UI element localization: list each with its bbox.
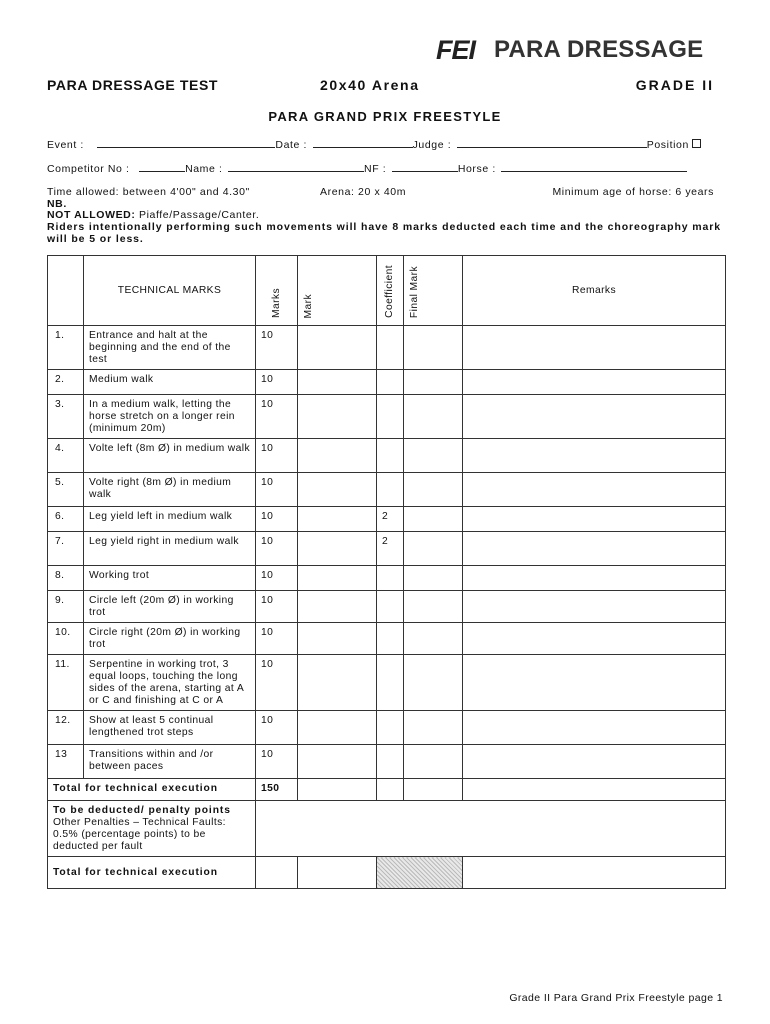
table-row: [48, 473, 726, 507]
fields-row-1: [47, 138, 701, 151]
row-final-mark[interactable]: [404, 473, 463, 507]
competitor-no-label: Competitor No :: [47, 163, 130, 175]
logo-text: PARA DRESSAGE: [494, 36, 704, 63]
total-label: Total for technical execution: [48, 779, 256, 801]
table-row: [48, 395, 726, 439]
table-row: [48, 745, 726, 779]
deduction-text: Other Penalties – Technical Faults: 0.5% (percentage points) to be deducted per fault: [53, 817, 226, 852]
row-remarks[interactable]: [463, 623, 726, 655]
row-max-marks: 10: [256, 532, 298, 566]
row-coefficient: [377, 326, 404, 370]
arena-info: Arena: 20 x 40m: [320, 186, 407, 198]
row-remarks[interactable]: [463, 326, 726, 370]
table-row: [48, 326, 726, 370]
row-movement: Volte left (8m Ø) in medium walk: [84, 439, 256, 473]
table-row: [48, 439, 726, 473]
row-number: 8.: [48, 566, 84, 591]
row-max-marks: 10: [256, 655, 298, 711]
row-number: 9.: [48, 591, 84, 623]
nb-label: NB.: [47, 198, 67, 210]
row-mark-input[interactable]: [298, 507, 377, 532]
scoring-table: [47, 255, 726, 889]
row-max-marks: 10: [256, 745, 298, 779]
row-number: 11.: [48, 655, 84, 711]
total-max: 150: [256, 779, 298, 801]
total-mark[interactable]: [298, 779, 377, 801]
row-movement: Leg yield right in medium walk: [84, 532, 256, 566]
row-mark-input[interactable]: [298, 745, 377, 779]
row-movement: In a medium walk, letting the horse stretch on a longer rein (minimum 20m): [84, 395, 256, 439]
position-checkbox[interactable]: [692, 139, 701, 148]
row-remarks[interactable]: [463, 532, 726, 566]
horse-field[interactable]: [501, 162, 687, 172]
row-number: 3.: [48, 395, 84, 439]
row-coefficient: [377, 655, 404, 711]
row-coefficient: [377, 711, 404, 745]
not-allowed-line: [47, 209, 259, 221]
row-final-mark[interactable]: [404, 532, 463, 566]
row-number: 2.: [48, 370, 84, 395]
row-final-mark[interactable]: [404, 370, 463, 395]
page-footer: Grade II Para Grand Prix Freestyle page 1: [509, 992, 723, 1004]
nf-field[interactable]: [392, 162, 458, 172]
table-header-row: [48, 256, 726, 326]
grade: GRADE II: [635, 77, 714, 93]
row-max-marks: 10: [256, 591, 298, 623]
header-remarks: Remarks: [463, 256, 726, 326]
row-final-mark[interactable]: [404, 591, 463, 623]
fei-logo-mark: FEI: [436, 35, 476, 65]
row-mark-input[interactable]: [298, 326, 377, 370]
final-total-shaded: [377, 857, 463, 889]
row-mark-input[interactable]: [298, 655, 377, 711]
row-movement: Show at least 5 continual lengthened trot steps: [84, 711, 256, 745]
row-remarks[interactable]: [463, 591, 726, 623]
row-coefficient: [377, 623, 404, 655]
row-max-marks: 10: [256, 370, 298, 395]
row-remarks[interactable]: [463, 439, 726, 473]
header-blank: [48, 256, 84, 326]
arena-size: 20x40 Arena: [320, 77, 420, 93]
row-mark-input[interactable]: [298, 395, 377, 439]
row-number: 12.: [48, 711, 84, 745]
header-final-mark: Final Mark: [409, 265, 420, 318]
row-number: 6.: [48, 507, 84, 532]
table-row: [48, 591, 726, 623]
table-row: [48, 566, 726, 591]
row-remarks[interactable]: [463, 507, 726, 532]
row-movement: Circle left (20m Ø) in working trot: [84, 591, 256, 623]
row-mark-input[interactable]: [298, 591, 377, 623]
judge-label: Judge :: [412, 139, 452, 151]
row-mark-input[interactable]: [298, 711, 377, 745]
row-mark-input[interactable]: [298, 566, 377, 591]
row-max-marks: 10: [256, 623, 298, 655]
total-final[interactable]: [404, 779, 463, 801]
row-mark-input[interactable]: [298, 623, 377, 655]
row-coefficient: 2: [377, 507, 404, 532]
deduction-label: To be deducted/ penalty points: [53, 805, 231, 816]
header-technical: TECHNICAL MARKS: [84, 256, 256, 326]
row-max-marks: 10: [256, 711, 298, 745]
final-total-mark[interactable]: [298, 857, 377, 889]
table-row: [48, 507, 726, 532]
row-remarks[interactable]: [463, 473, 726, 507]
total-row: [48, 779, 726, 801]
name-label: Name :: [185, 163, 223, 175]
table-row: [48, 623, 726, 655]
total-coef: [377, 779, 404, 801]
header-final-cell: [404, 256, 463, 326]
row-remarks[interactable]: [463, 566, 726, 591]
total-remarks[interactable]: [463, 779, 726, 801]
header-coefficient: Coefficient: [384, 265, 395, 318]
header-mark: Mark: [303, 293, 314, 318]
deduction-blank[interactable]: [256, 801, 726, 857]
row-mark-input[interactable]: [298, 473, 377, 507]
row-max-marks: 10: [256, 326, 298, 370]
row-coefficient: [377, 370, 404, 395]
event-field[interactable]: [97, 138, 275, 148]
row-movement: Transitions within and /or between paces: [84, 745, 256, 779]
nf-label: NF :: [364, 163, 387, 175]
row-mark-input[interactable]: [298, 439, 377, 473]
row-coefficient: [377, 566, 404, 591]
row-final-mark[interactable]: [404, 655, 463, 711]
row-number: 1.: [48, 326, 84, 370]
final-total-max: [256, 857, 298, 889]
row-final-mark[interactable]: [404, 566, 463, 591]
row-max-marks: 10: [256, 473, 298, 507]
row-remarks[interactable]: [463, 395, 726, 439]
time-allowed: Time allowed: between 4'00" and 4.30": [47, 186, 250, 198]
row-remarks[interactable]: [463, 745, 726, 779]
row-coefficient: [377, 591, 404, 623]
date-label: Date :: [275, 139, 308, 151]
row-movement: Volte right (8m Ø) in medium walk: [84, 473, 256, 507]
row-coefficient: [377, 439, 404, 473]
row-movement: Entrance and halt at the beginning and the end of the test: [84, 326, 256, 370]
row-remarks[interactable]: [463, 655, 726, 711]
row-final-mark[interactable]: [404, 711, 463, 745]
row-final-mark[interactable]: [404, 326, 463, 370]
row-movement: Working trot: [84, 566, 256, 591]
position-label: Position: [646, 139, 689, 151]
row-final-mark[interactable]: [404, 745, 463, 779]
event-label: Event :: [47, 139, 84, 151]
row-max-marks: 10: [256, 566, 298, 591]
row-movement: Leg yield left in medium walk: [84, 507, 256, 532]
row-movement: Medium walk: [84, 370, 256, 395]
row-mark-input[interactable]: [298, 532, 377, 566]
horse-label: Horse :: [457, 163, 496, 175]
row-number: 4.: [48, 439, 84, 473]
row-movement: Circle right (20m Ø) in working trot: [84, 623, 256, 655]
table-row: [48, 711, 726, 745]
table-row: [48, 532, 726, 566]
row-coefficient: [377, 473, 404, 507]
test-type: PARA DRESSAGE TEST: [47, 77, 219, 93]
date-field[interactable]: [313, 138, 413, 148]
row-remarks[interactable]: [463, 370, 726, 395]
final-total-label: Total for technical execution: [48, 857, 256, 889]
final-total-row: [48, 857, 726, 889]
row-number: 13: [48, 745, 84, 779]
row-max-marks: 10: [256, 507, 298, 532]
not-allowed-label: NOT ALLOWED:: [47, 209, 136, 221]
judge-field[interactable]: [457, 138, 647, 148]
table-row: [48, 655, 726, 711]
deduction-cell: [48, 801, 256, 857]
row-number: 10.: [48, 623, 84, 655]
deduction-row: [48, 801, 726, 857]
row-movement: Serpentine in working trot, 3 equal loops, touching the long sides of the arena, starting at A or C and finishing at C or A: [84, 655, 256, 711]
row-remarks[interactable]: [463, 711, 726, 745]
competitor-no-field[interactable]: [139, 162, 185, 172]
row-max-marks: 10: [256, 439, 298, 473]
row-coefficient: [377, 395, 404, 439]
row-number: 5.: [48, 473, 84, 507]
row-final-mark[interactable]: [404, 623, 463, 655]
header-marks-cell: [256, 256, 298, 326]
row-final-mark[interactable]: [404, 507, 463, 532]
row-number: 7.: [48, 532, 84, 566]
row-final-mark[interactable]: [404, 439, 463, 473]
fei-para-dressage-logo: [436, 35, 716, 65]
row-max-marks: 10: [256, 395, 298, 439]
header-marks: Marks: [270, 287, 282, 318]
min-age-info: Minimum age of horse: 6 years: [552, 186, 714, 198]
row-final-mark[interactable]: [404, 395, 463, 439]
riders-note: Riders intentionally performing such movements will have 8 marks deducted each time and the choreography mark will be 5 or less.: [47, 221, 722, 245]
name-field[interactable]: [228, 162, 364, 172]
row-mark-input[interactable]: [298, 370, 377, 395]
header-mark-cell: [298, 256, 377, 326]
table-row: [48, 370, 726, 395]
header-coefficient-cell: [377, 256, 404, 326]
row-coefficient: 2: [377, 532, 404, 566]
test-title: PARA GRAND PRIX FREESTYLE: [268, 109, 502, 124]
not-allowed-text: Piaffe/Passage/Canter.: [135, 209, 260, 221]
fields-row-2: [47, 162, 687, 175]
final-total-remarks[interactable]: [463, 857, 726, 889]
row-coefficient: [377, 745, 404, 779]
